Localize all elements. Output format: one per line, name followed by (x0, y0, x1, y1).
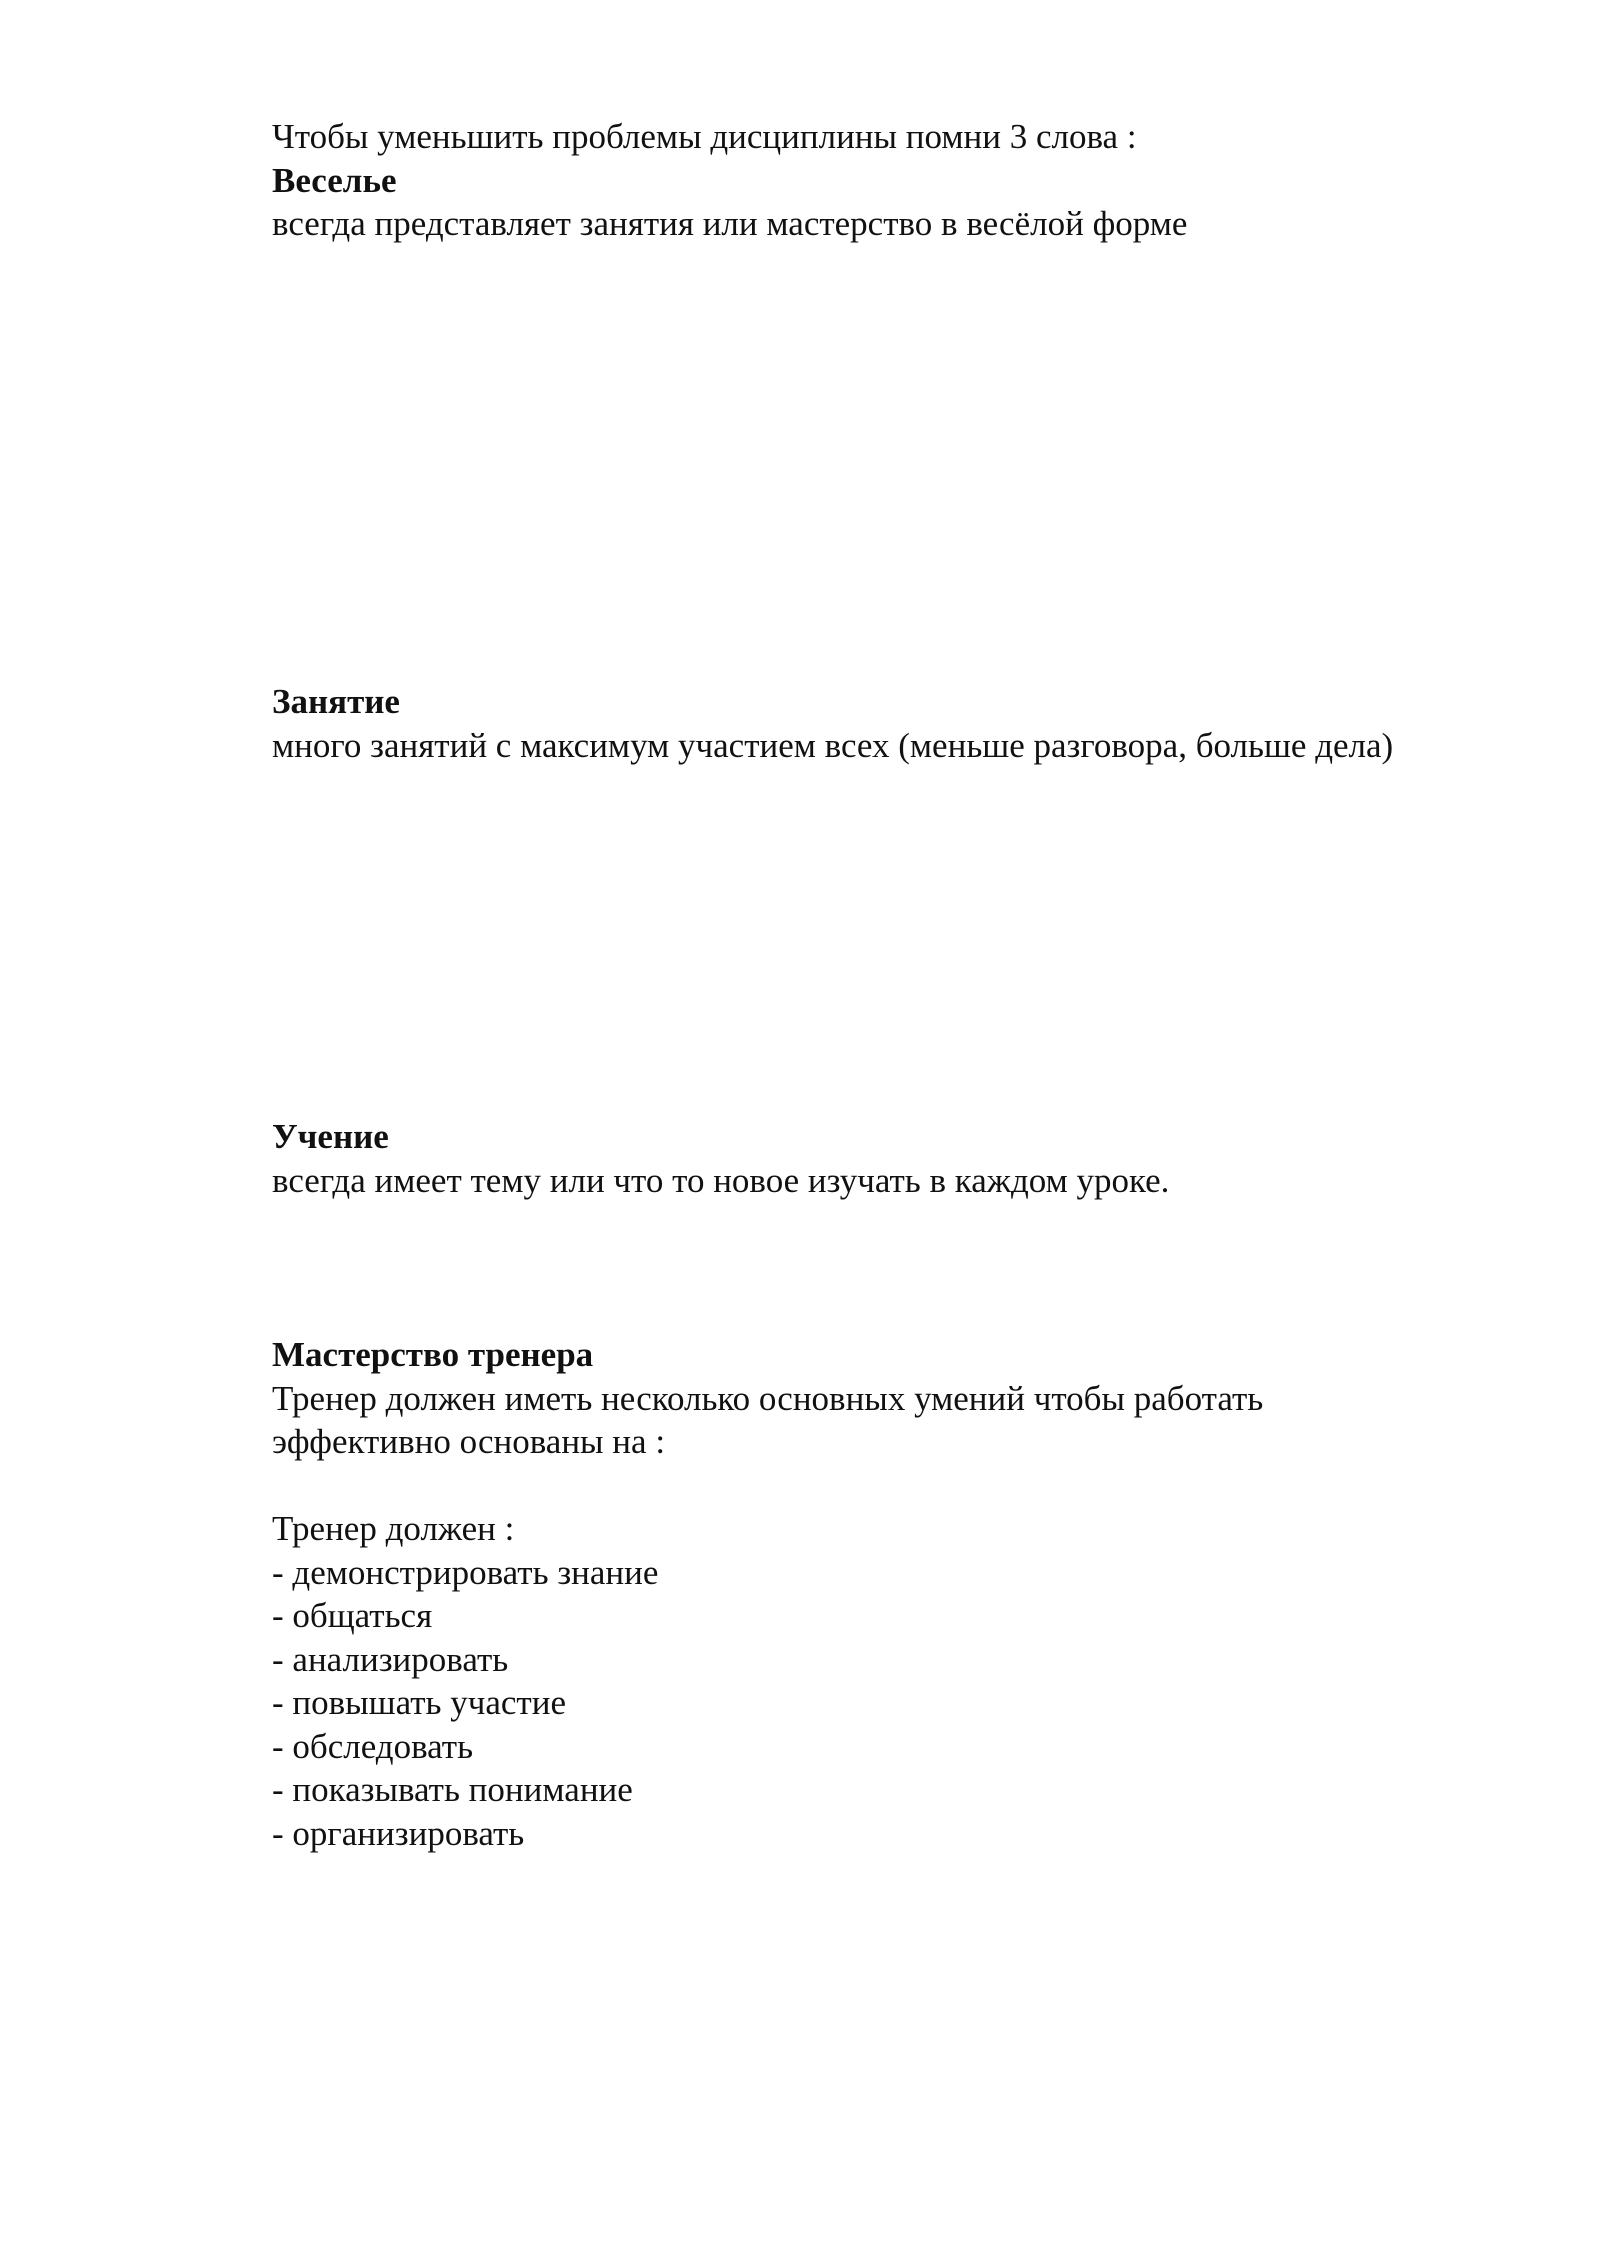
list-item: - анализировать (272, 1639, 509, 1679)
list-item: - демонстрировать знание (272, 1552, 659, 1592)
blank-line (272, 1464, 1522, 1508)
masterstvo-text-line-2: эффективно основаны на : (272, 1422, 666, 1461)
section-text-vesele: всегда представляет занятия или мастерство в весёлой форме (272, 204, 1188, 243)
section-text-zanyatie: много занятий с максимум участием всех (меньше разговора, больше дела) (272, 725, 1394, 765)
list-item: - показывать понимание (272, 1770, 633, 1809)
list-item: - организировать (272, 1813, 525, 1853)
intro-line: Чтобы уменьшить проблемы дисциплины помни 3 слова : (272, 117, 1137, 156)
section-heading-vesele: Веселье (272, 160, 397, 200)
skills-list (272, 1551, 1522, 1856)
masterstvo-text-line-1: Тренер должен иметь несколько основных умений чтобы работать (272, 1378, 1264, 1418)
list-intro: Тренер должен : (272, 1509, 515, 1548)
section-heading-uchenie: Учение (272, 1117, 389, 1156)
section-uchenie (272, 1115, 1522, 1202)
section-heading-zanyatie: Занятие (272, 682, 400, 721)
section-text-uchenie: всегда имеет тему или что то новое изучать в каждом уроке. (272, 1160, 1170, 1200)
section-heading-masterstvo: Мастерство тренера (272, 1335, 594, 1374)
list-item: - общаться (272, 1596, 433, 1635)
section-masterstvo (272, 1333, 1522, 1855)
intro-section (272, 115, 1522, 246)
section-zanyatie (272, 680, 1522, 767)
list-item: - обследовать (272, 1726, 474, 1766)
list-item: - повышать участие (272, 1683, 566, 1722)
